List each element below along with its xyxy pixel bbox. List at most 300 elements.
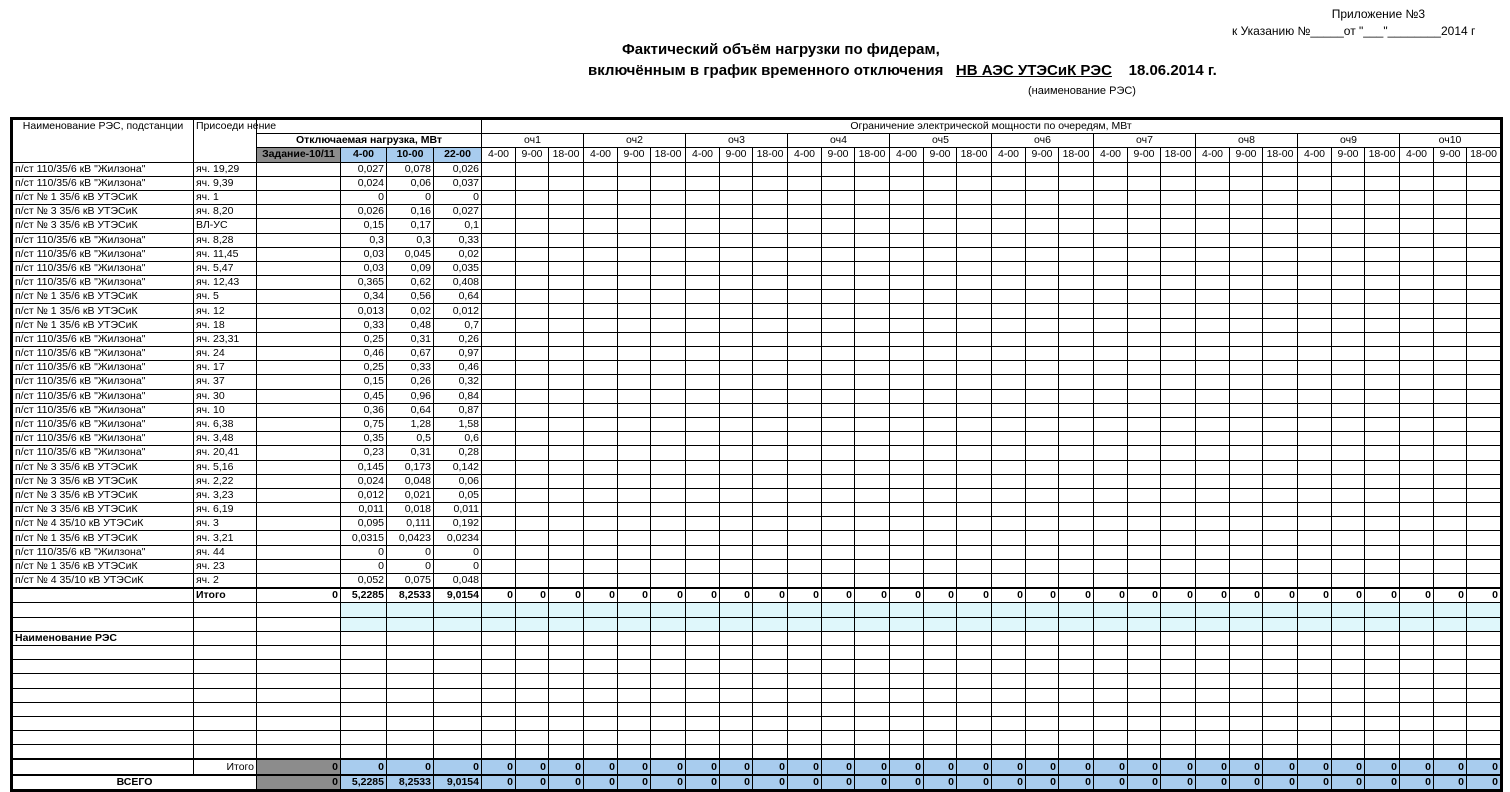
queue-cell (618, 417, 651, 431)
blank-cell (1365, 645, 1400, 659)
queue-cell (1161, 176, 1196, 190)
blank-cell (822, 603, 855, 617)
blank-cell (1400, 603, 1434, 617)
blank-cell (1196, 688, 1230, 702)
blank-cell (1298, 603, 1332, 617)
queue-cell (890, 531, 924, 545)
queue-cell (651, 446, 686, 460)
load-value: 0,011 (341, 503, 387, 517)
queue-cell (516, 474, 549, 488)
table-row (12, 205, 1502, 219)
queue-cell (788, 517, 822, 531)
blank-cell (1365, 688, 1400, 702)
queue-cell (651, 276, 686, 290)
queue-cell (1434, 190, 1467, 204)
load-value: 0,192 (434, 517, 482, 531)
queue-cell (618, 290, 651, 304)
queue-time-header: 18-00 (1365, 148, 1400, 162)
queue-cell (1094, 318, 1128, 332)
queue-cell (1400, 446, 1434, 460)
queue-cell (1161, 347, 1196, 361)
blank-cell (686, 660, 720, 674)
blank-cell (686, 603, 720, 617)
queue-cell (992, 545, 1026, 559)
queue-cell (1400, 545, 1434, 559)
feeder: яч. 24 (194, 347, 257, 361)
table-row (12, 474, 1502, 488)
queue-time-header: 18-00 (855, 148, 890, 162)
blank-cell (1332, 731, 1365, 745)
queue-total: 0 (1298, 759, 1332, 774)
blank-cell (341, 716, 387, 730)
queue-cell (924, 176, 957, 190)
queue-cell (482, 233, 516, 247)
queue-cell (482, 290, 516, 304)
load-total: 5,2285 (341, 775, 387, 791)
queue-cell (686, 162, 720, 176)
queue-cell (549, 389, 584, 403)
queue-cell (618, 276, 651, 290)
load-value: 0 (434, 190, 482, 204)
queue-cell (651, 474, 686, 488)
blank-cell (992, 716, 1026, 730)
blank-cell (1059, 688, 1094, 702)
queue-cell (788, 190, 822, 204)
queue-cell (1434, 417, 1467, 431)
queue-cell (822, 276, 855, 290)
blank-cell (549, 660, 584, 674)
queue-cell (1467, 474, 1502, 488)
queue-cell (753, 375, 788, 389)
queue-cell (1400, 233, 1434, 247)
queue-cell (584, 531, 618, 545)
queue-total: 0 (1332, 588, 1365, 603)
queue-cell (788, 261, 822, 275)
blank-cell (686, 617, 720, 631)
queue-cell (1365, 276, 1400, 290)
blank-cell (1467, 603, 1502, 617)
task-cell (257, 559, 341, 573)
queue-cell (1026, 517, 1059, 531)
blank-cell (1026, 645, 1059, 659)
queue-cell (1365, 205, 1400, 219)
queue-cell (584, 290, 618, 304)
blank-cell (720, 645, 753, 659)
queue-cell (482, 247, 516, 261)
queue-cell (924, 247, 957, 261)
blank-cell (890, 617, 924, 631)
queue-cell (957, 361, 992, 375)
blank-cell (516, 702, 549, 716)
queue-cell (1332, 432, 1365, 446)
blank-cell (387, 617, 434, 631)
queue-cell (1365, 503, 1400, 517)
queue-cell (753, 233, 788, 247)
queue-cell (890, 361, 924, 375)
queue-cell (516, 247, 549, 261)
queue-cell (720, 488, 753, 502)
queue-cell (1467, 233, 1502, 247)
blank-cell (516, 645, 549, 659)
load-value: 0,011 (434, 503, 482, 517)
queue-total: 0 (924, 588, 957, 603)
blank-cell (1026, 603, 1059, 617)
queue-cell (1026, 503, 1059, 517)
queue-cell (1332, 559, 1365, 573)
queue-cell (584, 417, 618, 431)
blank-cell (753, 674, 788, 688)
queue-cell (1026, 403, 1059, 417)
blank-cell (1263, 674, 1298, 688)
blank-cell (1365, 702, 1400, 716)
queue-cell (890, 290, 924, 304)
queue-cell (1161, 162, 1196, 176)
blank-cell (482, 674, 516, 688)
queue-cell (822, 517, 855, 531)
feeder: ВЛ-УС (194, 219, 257, 233)
queue-cell (1467, 574, 1502, 589)
queue-cell (720, 389, 753, 403)
queue-cell (1196, 488, 1230, 502)
queue-cell (753, 503, 788, 517)
queue-cell (1434, 176, 1467, 190)
blank-cell (855, 745, 890, 760)
queue-cell (549, 559, 584, 573)
queue-cell (822, 233, 855, 247)
queue-cell (788, 247, 822, 261)
queue-cell (992, 403, 1026, 417)
load-value: 0,45 (341, 389, 387, 403)
blank-cell (516, 631, 549, 645)
queue-cell (720, 417, 753, 431)
queue-cell (788, 347, 822, 361)
load-value: 0 (341, 190, 387, 204)
blank-cell (822, 702, 855, 716)
queue-cell (549, 176, 584, 190)
queue-cell (1128, 205, 1161, 219)
queue-cell (1365, 460, 1400, 474)
queue-cell (1298, 261, 1332, 275)
queue-cell (957, 347, 992, 361)
table-row (12, 261, 1502, 275)
queue-cell (1332, 474, 1365, 488)
blank-cell (890, 716, 924, 730)
blank-cell (992, 617, 1026, 631)
blank-cell (753, 702, 788, 716)
station-name: п/ст 110/35/6 кВ "Жилзона" (12, 545, 194, 559)
blank-cell (12, 688, 194, 702)
blank-cell (434, 674, 482, 688)
queue-cell (516, 574, 549, 589)
queue-cell (855, 389, 890, 403)
load-value: 0,02 (434, 247, 482, 261)
queue-cell (1400, 247, 1434, 261)
queue-total: 0 (788, 588, 822, 603)
queue-cell (651, 417, 686, 431)
queue-cell (890, 233, 924, 247)
queue-cell (992, 176, 1026, 190)
blank-cell (549, 688, 584, 702)
subtotal-row (12, 759, 1502, 774)
queue-cell (1263, 247, 1298, 261)
blank-cell (651, 674, 686, 688)
queue-total: 0 (1332, 775, 1365, 791)
load-value: 0,02 (387, 304, 434, 318)
blank-cell (1026, 617, 1059, 631)
queue-cell (1196, 233, 1230, 247)
feeder: яч. 6,38 (194, 417, 257, 431)
queue-cell (1059, 503, 1094, 517)
queue-cell (1263, 318, 1298, 332)
queue-cell (482, 389, 516, 403)
blank-cell (1059, 617, 1094, 631)
queue-cell (1094, 517, 1128, 531)
queue-cell (1467, 190, 1502, 204)
blank-cell (194, 745, 257, 760)
queue-cell (1196, 318, 1230, 332)
blank-cell (194, 716, 257, 730)
queue-cell (618, 304, 651, 318)
blank-cell (618, 645, 651, 659)
queue-cell (1365, 247, 1400, 261)
blank-cell (720, 716, 753, 730)
blank-cell (1059, 745, 1094, 760)
task-cell (257, 304, 341, 318)
queue-cell (1128, 389, 1161, 403)
blank-cell (788, 702, 822, 716)
queue-cell (651, 361, 686, 375)
queue-cell (1263, 403, 1298, 417)
blank-cell (720, 617, 753, 631)
blank-cell (1467, 745, 1502, 760)
table-row (12, 361, 1502, 375)
queue-cell (482, 276, 516, 290)
queue-cell (516, 190, 549, 204)
feeder: яч. 18 (194, 318, 257, 332)
queue-cell (1161, 290, 1196, 304)
blank-cell (651, 645, 686, 659)
queue-cell (1094, 290, 1128, 304)
queue-cell (957, 474, 992, 488)
queue-cell (1263, 446, 1298, 460)
load-value: 0,048 (387, 474, 434, 488)
queue-cell (957, 219, 992, 233)
queue-cell (924, 347, 957, 361)
queue-cell (890, 403, 924, 417)
queue-time-header: 9-00 (1128, 148, 1161, 162)
queue-total: 0 (1298, 775, 1332, 791)
queue-cell (1161, 304, 1196, 318)
blank-cell (992, 660, 1026, 674)
blank-cell (1434, 631, 1467, 645)
queue-cell (788, 545, 822, 559)
queue-cell (686, 474, 720, 488)
queue-cell (1365, 304, 1400, 318)
queue-cell (788, 205, 822, 219)
load-value: 0,012 (434, 304, 482, 318)
queue-cell (482, 190, 516, 204)
empty-row (12, 645, 1502, 659)
queue-total: 0 (584, 588, 618, 603)
blank-cell (822, 645, 855, 659)
queue-time-header: 18-00 (957, 148, 992, 162)
queue-cell (686, 261, 720, 275)
queue-cell (651, 559, 686, 573)
queue-total: 0 (822, 775, 855, 791)
queue-cell (686, 389, 720, 403)
queue-cell (855, 190, 890, 204)
queue-cell (1230, 574, 1263, 589)
queue-cell (1365, 432, 1400, 446)
queue-cell (1332, 403, 1365, 417)
station-name: п/ст 110/35/6 кВ "Жилзона" (12, 162, 194, 176)
table-row (12, 347, 1502, 361)
station-name: п/ст № 4 35/10 кВ УТЭСиК (12, 517, 194, 531)
grand-total-row-label: ВСЕГО (12, 775, 257, 791)
queue-cell (618, 233, 651, 247)
queue-cell (1263, 531, 1298, 545)
queue-cell (1467, 460, 1502, 474)
queue-cell (957, 545, 992, 559)
queue-cell (1059, 347, 1094, 361)
queue-cell (618, 205, 651, 219)
queue-cell (1434, 219, 1467, 233)
queue-time-header: 18-00 (753, 148, 788, 162)
queue-cell (1196, 503, 1230, 517)
queue-cell (1298, 517, 1332, 531)
queue-cell (1094, 261, 1128, 275)
blank-cell (1128, 617, 1161, 631)
queue-total: 0 (753, 588, 788, 603)
queue-header: оч9 (1298, 134, 1400, 148)
queue-cell (822, 304, 855, 318)
blank-cell (1467, 716, 1502, 730)
feeder: яч. 11,45 (194, 247, 257, 261)
blank-cell (1094, 660, 1128, 674)
blank-cell (1263, 617, 1298, 631)
queue-cell (924, 304, 957, 318)
queue-cell (1059, 531, 1094, 545)
queue-cell (1400, 332, 1434, 346)
queue-cell (651, 488, 686, 502)
task-cell (257, 190, 341, 204)
queue-cell (1059, 474, 1094, 488)
blank-cell (194, 660, 257, 674)
queue-cell (1196, 403, 1230, 417)
queue-cell (1332, 318, 1365, 332)
blank-cell (957, 617, 992, 631)
queue-cell (1365, 332, 1400, 346)
station-name: п/ст № 3 35/6 кВ УТЭСиК (12, 474, 194, 488)
queue-total: 0 (482, 759, 516, 774)
blank-cell (788, 631, 822, 645)
load-value: 0,0315 (341, 531, 387, 545)
feeder: яч. 5,47 (194, 261, 257, 275)
load-value: 1,28 (387, 417, 434, 431)
queue-cell (1400, 574, 1434, 589)
queue-cell (516, 417, 549, 431)
queue-cell (686, 247, 720, 261)
queue-cell (482, 261, 516, 275)
queue-cell (686, 559, 720, 573)
blank-cell (12, 588, 194, 603)
load-value: 0,024 (341, 176, 387, 190)
blank-cell (257, 631, 341, 645)
queue-cell (992, 205, 1026, 219)
queue-cell (753, 347, 788, 361)
load-value: 0,111 (387, 517, 434, 531)
queue-cell (584, 389, 618, 403)
load-value: 0,026 (434, 162, 482, 176)
queue-cell (1400, 432, 1434, 446)
queue-total: 0 (1161, 588, 1196, 603)
feeder: яч. 12,43 (194, 276, 257, 290)
blank-cell (1434, 603, 1467, 617)
blank-cell (12, 603, 194, 617)
queue-cell (482, 332, 516, 346)
queue-cell (1128, 162, 1161, 176)
table-row (12, 375, 1502, 389)
queue-cell (855, 559, 890, 573)
blank-cell (1094, 631, 1128, 645)
queue-cell (1230, 389, 1263, 403)
queue-cell (1263, 389, 1298, 403)
queue-total: 0 (516, 775, 549, 791)
load-value: 0,035 (434, 261, 482, 275)
queue-cell (1230, 474, 1263, 488)
blank-cell (1026, 660, 1059, 674)
blank-cell (1128, 603, 1161, 617)
queue-cell (584, 545, 618, 559)
blank-cell (584, 603, 618, 617)
queue-cell (957, 304, 992, 318)
blank-cell (618, 745, 651, 760)
blank-cell (924, 745, 957, 760)
load-value: 0,36 (341, 403, 387, 417)
queue-cell (651, 432, 686, 446)
queue-cell (482, 162, 516, 176)
queue-cell (1263, 503, 1298, 517)
queue-total: 0 (924, 775, 957, 791)
queue-cell (549, 290, 584, 304)
queue-cell (1298, 276, 1332, 290)
blank-cell (549, 674, 584, 688)
load-value: 0,67 (387, 347, 434, 361)
queue-cell (1298, 417, 1332, 431)
queue-cell (1400, 162, 1434, 176)
table-row (12, 417, 1502, 431)
load-value: 0 (341, 559, 387, 573)
queue-cell (1094, 233, 1128, 247)
station-name: п/ст № 1 35/6 кВ УТЭСиК (12, 190, 194, 204)
queue-time-header: 4-00 (584, 148, 618, 162)
queue-cell (1434, 247, 1467, 261)
blank-cell (855, 617, 890, 631)
blank-cell (1059, 660, 1094, 674)
queue-cell (1161, 247, 1196, 261)
blank-cell (1332, 660, 1365, 674)
queue-cell (1059, 361, 1094, 375)
queue-cell (651, 375, 686, 389)
blank-cell (549, 716, 584, 730)
queue-cell (924, 460, 957, 474)
blank-cell (788, 674, 822, 688)
blank-cell (957, 631, 992, 645)
blank-cell (1467, 674, 1502, 688)
blank-cell (1026, 716, 1059, 730)
queue-cell (618, 375, 651, 389)
queue-cell (957, 531, 992, 545)
